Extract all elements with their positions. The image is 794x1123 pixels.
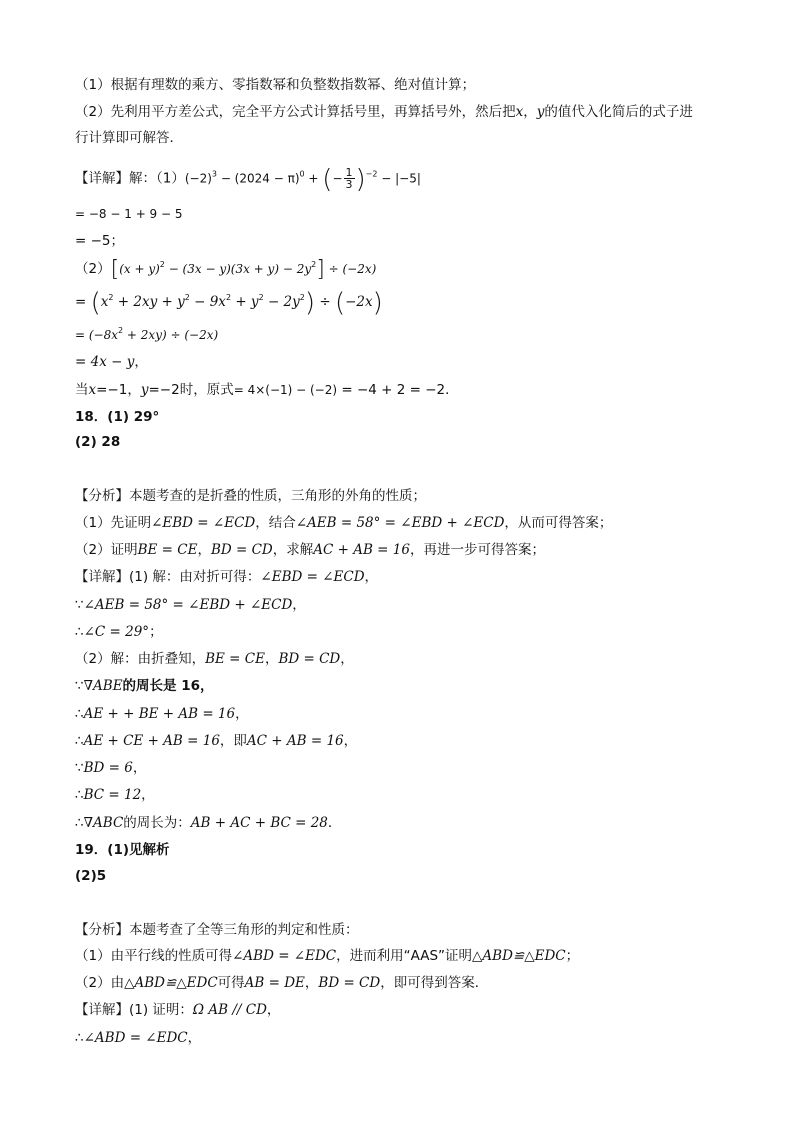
math-expr: AC + AB = 16 (313, 542, 410, 558)
text: ， (292, 597, 306, 613)
text: （2）解：由折叠知， (75, 651, 206, 667)
text-line (75, 1028, 201, 1048)
math-expr: ∠AEB = 58° = ∠EBD + ∠ECD (83, 597, 293, 613)
text-line (75, 731, 357, 751)
math-var: x (88, 382, 97, 398)
exponent: 0 (299, 169, 305, 179)
math-var: x (515, 104, 524, 120)
text: ， (197, 542, 211, 558)
math-expr: AE + + BE + AB = 16 (83, 706, 236, 722)
text: （1）根据有理数的乘方、零指数幂和负整数指数幂、绝对值计算； (75, 77, 476, 93)
exponent: 3 (211, 169, 217, 179)
text: ∴ (75, 787, 84, 803)
text: ， (264, 651, 279, 667)
text: ， (235, 706, 249, 722)
math-expr: BE = CE (137, 542, 198, 558)
answer-line (75, 866, 106, 886)
text: （1）先证明 (75, 515, 152, 531)
text-line (75, 486, 426, 506)
answer: 19．(1)见解析 (75, 842, 170, 858)
math-expr: BE = CE (205, 651, 265, 667)
text-line (75, 1000, 280, 1020)
text: ，进而利用“AAS”证明 (336, 948, 473, 964)
text-line (75, 513, 612, 533)
text-line (75, 164, 421, 195)
math-expr: + (304, 171, 323, 186)
text-line (75, 946, 579, 966)
paren: ) (372, 288, 383, 318)
text: ， (134, 354, 148, 370)
text: 行计算即可解答． (75, 130, 183, 146)
math-expr: ∇ABE (83, 678, 123, 694)
text: ， (523, 104, 537, 120)
exponent: 2 (184, 293, 190, 302)
math-expr: BD = CD (210, 542, 273, 558)
text: ∴ (75, 706, 84, 722)
text: ； (565, 948, 580, 964)
math-expr: − (2024 − π) (217, 171, 300, 186)
text: 时，原式 (179, 382, 234, 398)
math-expr: ∠EBD = ∠ECD (151, 515, 256, 531)
text-line (75, 973, 488, 993)
text-line (75, 704, 249, 724)
text: ∵ (75, 760, 84, 776)
math-expr: = −8 − 1 + 9 − 5 (75, 207, 183, 221)
text: 【分析】本题考查的是折叠的性质，三角形的外角的性质； (75, 488, 426, 504)
text: ∴ (75, 1030, 84, 1046)
paren: ( (334, 288, 346, 318)
paren: ( (322, 164, 333, 195)
math-expr: − 9x (189, 294, 226, 310)
math-expr: BD = 6 (83, 760, 133, 776)
paren: ) (304, 288, 316, 318)
math-expr: AE + CE + AB = 16 (83, 733, 220, 749)
text: （2）由 (75, 975, 125, 991)
math-expr: + 2xy) ÷ (−2x) (123, 328, 219, 342)
math-expr: = (−8x (75, 328, 119, 342)
math-expr: Ω AB // CD (192, 1002, 267, 1018)
math-expr: = 4x − y (75, 354, 135, 370)
numerator: 1 (345, 166, 353, 179)
math-expr: −2x (345, 294, 373, 310)
text: （2）证明 (75, 542, 138, 558)
math-line (75, 204, 183, 224)
answer-line (75, 432, 120, 452)
math-var: y (140, 382, 149, 398)
exponent: 2 (159, 260, 165, 269)
math-line (75, 325, 218, 345)
math-expr: ∠EBD = ∠ECD (260, 569, 365, 585)
math-expr: (x + y) (119, 262, 160, 276)
answer: (2)5 (75, 868, 107, 884)
text: ∴ (75, 733, 84, 749)
math-expr: BD = CD (278, 651, 341, 667)
math-expr: ∇ABC (83, 815, 124, 831)
text: ， (343, 733, 358, 749)
text-line (75, 758, 146, 778)
text: （2） (75, 261, 111, 277)
exponent: −2 (365, 169, 378, 179)
answer: 18．(1) 29° (75, 409, 160, 425)
answer-line (75, 840, 170, 860)
text: =−2 (148, 382, 180, 398)
text-line (75, 649, 354, 669)
math-expr: x (100, 294, 109, 310)
text: 当 (75, 382, 89, 398)
text: 可得 (217, 975, 245, 991)
math-expr: − (3x − y)(3x + y) − 2y (164, 262, 312, 276)
math-expr: (−2) (184, 171, 212, 186)
text: ， (141, 787, 155, 803)
math-line (75, 352, 148, 372)
exponent: 2 (225, 293, 232, 302)
math-var: y (536, 104, 545, 120)
math-expr: ∠AEB = 58° = ∠EBD + ∠ECD (295, 515, 505, 531)
exponent: 2 (108, 293, 114, 302)
text: ，求解 (272, 542, 314, 558)
bracket: [ (110, 257, 120, 282)
math-expr: △ABD≌△EDC (472, 948, 566, 964)
text: 【详解】(1) 证明： (75, 1002, 193, 1018)
text: ∵ (75, 678, 84, 694)
math-expr: BC = 12 (83, 787, 142, 803)
text-line (75, 540, 545, 560)
text: ． (327, 815, 342, 831)
math-expr: = 4×(−1) − (−2) (233, 383, 338, 397)
text: 的周长是 16， (122, 678, 214, 694)
math-expr: = −5； (75, 233, 125, 249)
text: =−1， (96, 382, 141, 398)
text: 的值代入化简后的式子进 (544, 104, 693, 120)
exponent: 2 (311, 260, 317, 269)
text-line (75, 380, 459, 400)
math-expr: ∠ABD = ∠EDC (83, 1030, 188, 1046)
denominator: 3 (345, 178, 353, 191)
math-expr: AB + AC + BC = 28 (190, 815, 328, 831)
text: 【分析】本题考查了全等三角形的判定和性质： (75, 922, 359, 938)
text: ； (149, 624, 163, 640)
math-expr: AB = DE (244, 975, 305, 991)
text: ，即 (219, 733, 247, 749)
exponent: 2 (299, 293, 305, 302)
text: ， (304, 975, 319, 991)
text: ∴ (75, 815, 84, 831)
text: ， (187, 1030, 202, 1046)
math-expr: ∠C = 29° (83, 624, 150, 640)
answer: (2) 28 (75, 434, 121, 450)
math-expr: ÷ (−2x) (324, 262, 377, 276)
text-line (75, 920, 359, 940)
text: 的周长为： (123, 815, 191, 831)
text: （2）先利用平方差公式，完全平方公式计算括号里，再算括号外，然后把 (75, 104, 516, 120)
text-line (75, 567, 378, 587)
math-expr: △ABD≌△EDC (124, 975, 218, 991)
text: ， (364, 569, 379, 585)
math-expr: AC + AB = 16 (246, 733, 344, 749)
text: 【详解】解：（1） (75, 170, 185, 187)
text: 【详解】(1) 解：由对折可得： (75, 569, 261, 585)
text: （1）由平行线的性质可得 (75, 948, 233, 964)
text: ，结合 (255, 515, 296, 531)
paren: ) (355, 164, 366, 195)
text: ，从而可得答案； (504, 515, 613, 531)
math-expr: = −4 + 2 = −2 (337, 382, 446, 398)
exponent: 2 (118, 326, 124, 335)
math-expr: ∠ABD = ∠EDC (232, 948, 337, 964)
math-line (75, 259, 376, 280)
text: ， (340, 651, 354, 667)
answer-line (75, 407, 159, 427)
text: ∵ (75, 597, 84, 613)
exponent: 2 (258, 293, 264, 302)
math-line (75, 231, 124, 251)
text: ，再进一步可得答案； (409, 542, 545, 558)
math-expr: − 2y (263, 294, 300, 310)
math-expr: − |−5| (377, 171, 421, 186)
text-line (75, 622, 163, 642)
text: ∴ (75, 624, 84, 640)
text-line (75, 595, 306, 615)
math-expr: ÷ (315, 294, 335, 310)
bracket: ] (316, 257, 325, 282)
text: ， (266, 1002, 281, 1018)
text-line (75, 785, 155, 805)
math-expr: − (332, 171, 343, 186)
text-line (75, 813, 341, 833)
text-line (75, 75, 475, 95)
math-expr: = (75, 294, 91, 310)
paren: ( (90, 288, 101, 318)
math-expr: BD = CD (318, 975, 381, 991)
math-line (75, 288, 383, 318)
math-expr: + y (231, 294, 259, 310)
text: ，即可得到答案． (380, 975, 489, 991)
text-line (75, 128, 183, 148)
fraction (344, 167, 355, 190)
text-line (75, 102, 693, 122)
text: ． (445, 382, 459, 398)
text: ， (132, 760, 147, 776)
math-expr: + 2xy + y (113, 294, 185, 310)
text-line (75, 676, 214, 696)
